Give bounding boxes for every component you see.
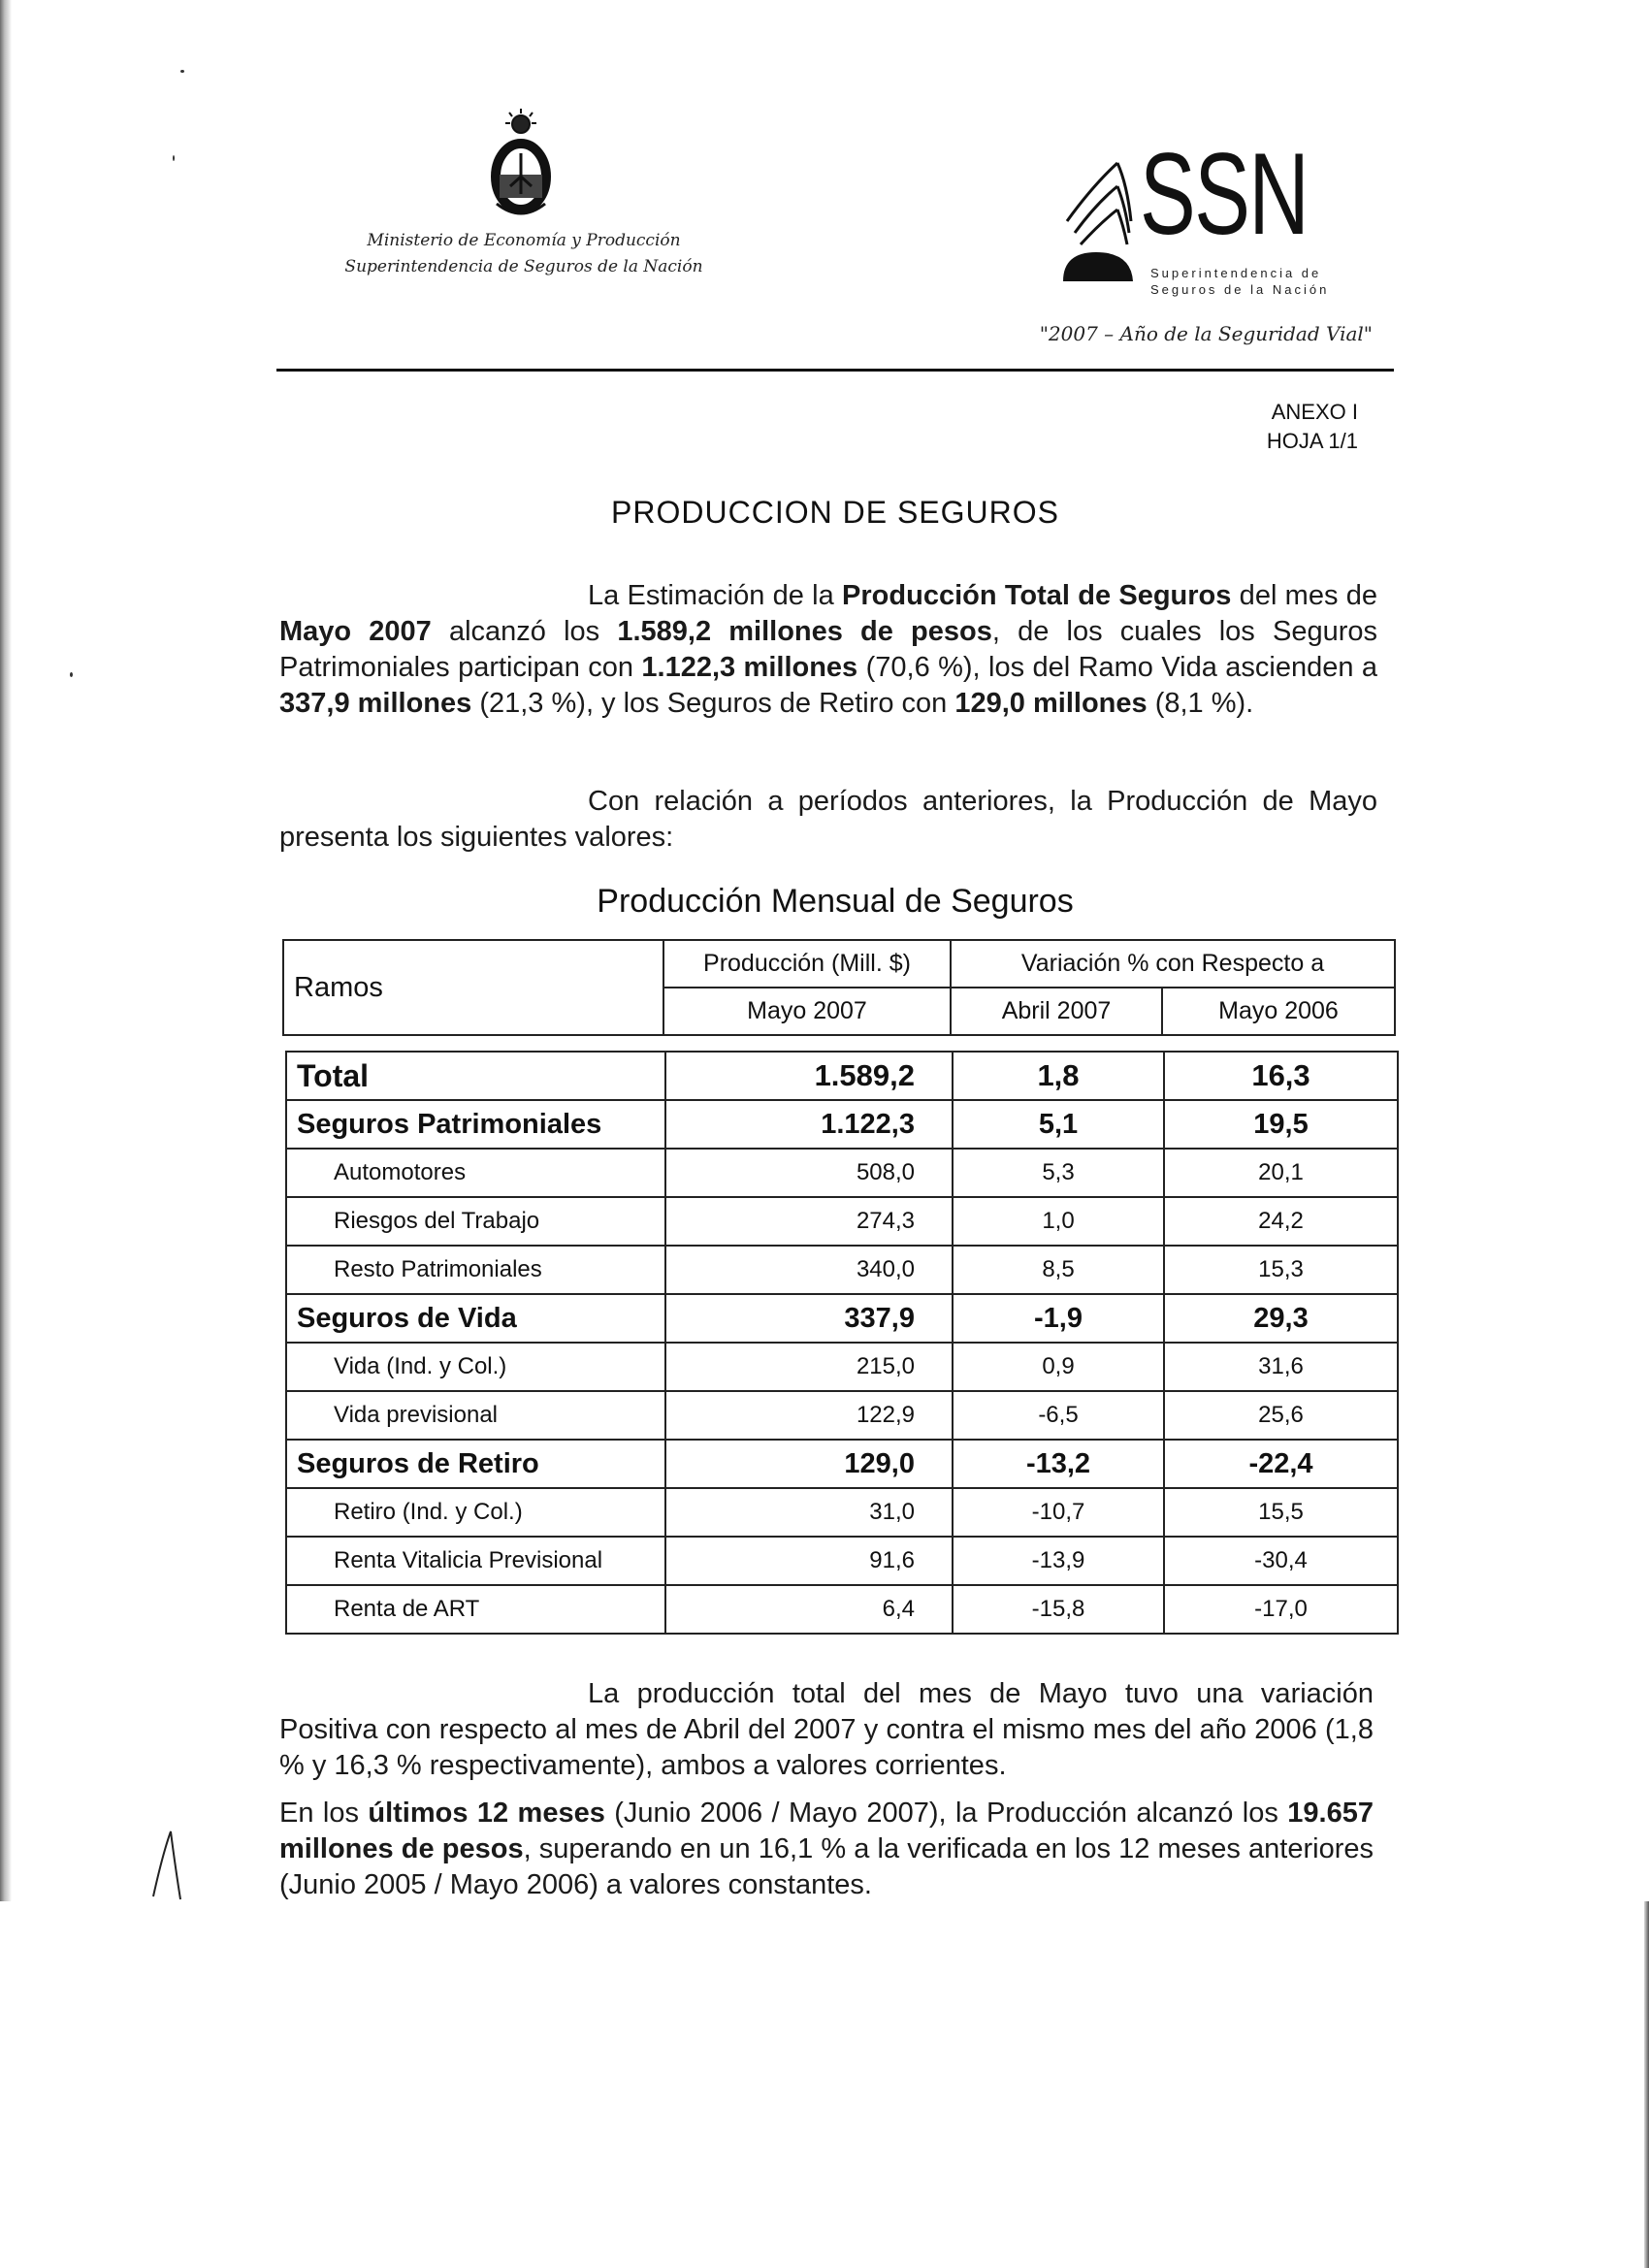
row-label: Vida previsional — [286, 1391, 665, 1440]
cell-produccion: 337,9 — [665, 1294, 953, 1343]
table-row — [286, 1585, 1398, 1634]
cell-var-abril: 5,1 — [953, 1100, 1164, 1149]
table-row — [286, 1246, 1398, 1294]
cell-produccion: 508,0 — [665, 1149, 953, 1197]
cell-var-abril: 8,5 — [953, 1246, 1164, 1294]
table-row — [286, 1488, 1398, 1537]
subheader-abril-2007: Abril 2007 — [951, 988, 1162, 1035]
cell-var-mayo: 16,3 — [1164, 1052, 1398, 1100]
intro-text-7: (8,1 %). — [1147, 688, 1254, 719]
cell-produccion: 215,0 — [665, 1343, 953, 1391]
cell-produccion: 1.589,2 — [665, 1052, 953, 1100]
closing2-text-2: (Junio 2006 / Mayo 2007), la Producción alcanzó los — [604, 1798, 1288, 1829]
row-label: Renta de ART — [286, 1585, 665, 1634]
closing-paragraph-2 — [279, 1796, 1374, 1903]
closing2-text-3: , superando en un 16,1 % a la verificada en los 12 meses anteriores (Junio 2005 / Mayo 2006) a valores constantes. — [279, 1833, 1374, 1900]
scan-edge-shadow-right — [1644, 1901, 1649, 2268]
relation-text: Con relación a períodos anteriores, la Producción de Mayo presenta los siguientes valores: — [279, 786, 1377, 853]
table-row — [286, 1149, 1398, 1197]
relation-paragraph — [279, 784, 1377, 856]
cell-var-abril: -1,9 — [953, 1294, 1164, 1343]
ssn-logo-text: SSN — [1140, 129, 1309, 259]
table-row — [286, 1343, 1398, 1391]
table-row — [286, 1391, 1398, 1440]
scan-speck — [180, 70, 184, 73]
row-label: Total — [286, 1052, 665, 1100]
cell-produccion: 274,3 — [665, 1197, 953, 1246]
intro-bold-4: 1.122,3 millones — [641, 652, 858, 683]
subheader-mayo-2006: Mayo 2006 — [1162, 988, 1395, 1035]
intro-text-1: La Estimación de la — [588, 580, 843, 611]
cell-var-abril: 5,3 — [953, 1149, 1164, 1197]
intro-paragraph — [279, 578, 1377, 722]
cell-var-mayo: 31,6 — [1164, 1343, 1398, 1391]
cell-var-mayo: 15,3 — [1164, 1246, 1398, 1294]
row-label: Retiro (Ind. y Col.) — [286, 1488, 665, 1537]
cell-produccion: 122,9 — [665, 1391, 953, 1440]
row-label: Seguros de Retiro — [286, 1440, 665, 1488]
intro-text-4: , de los cuales los Seguros Patrimoniales participan con — [279, 616, 1377, 683]
cell-produccion: 129,0 — [665, 1440, 953, 1488]
cell-var-abril: -15,8 — [953, 1585, 1164, 1634]
intro-text-3: alcanzó los — [431, 616, 618, 647]
intro-bold-6: 129,0 millones — [954, 688, 1148, 719]
row-label: Automotores — [286, 1149, 665, 1197]
cell-var-mayo: 20,1 — [1164, 1149, 1398, 1197]
row-label: Seguros de Vida — [286, 1294, 665, 1343]
row-label: Seguros Patrimoniales — [286, 1100, 665, 1149]
closing2-bold-2: 19.657 millones de pesos — [279, 1798, 1374, 1864]
ministry-line-2: Superintendencia de Seguros de la Nación — [344, 257, 703, 276]
intro-text-5: (70,6 %), los del Ramo Vida ascienden a — [857, 652, 1377, 683]
intro-bold-3: 1.589,2 millones de pesos — [617, 616, 992, 647]
table-header — [282, 939, 1396, 1036]
production-table — [285, 1051, 1399, 1635]
row-label: Riesgos del Trabajo — [286, 1197, 665, 1246]
cell-var-mayo: -30,4 — [1164, 1537, 1398, 1585]
cell-var-mayo: 25,6 — [1164, 1391, 1398, 1440]
cell-produccion: 91,6 — [665, 1537, 953, 1585]
ssn-subtitle-line-2: Seguros de la Nación — [1150, 282, 1330, 297]
cell-var-abril: -6,5 — [953, 1391, 1164, 1440]
cell-var-abril: 1,0 — [953, 1197, 1164, 1246]
page-title: PRODUCCION DE SEGUROS — [611, 495, 1059, 530]
table-row — [286, 1440, 1398, 1488]
table-row — [286, 1100, 1398, 1149]
ministry-line-1: Ministerio de Economía y Producción — [367, 231, 681, 250]
header-produccion: Producción (Mill. $) — [663, 940, 951, 988]
intro-bold-1: Producción Total de Seguros — [842, 580, 1232, 611]
intro-text-6: (21,3 %), y los Seguros de Retiro con — [471, 688, 955, 719]
closing-text-1: La producción total del mes de Mayo tuvo una variación Positiva con respecto al mes de Abril del 2007 y contra el mismo mes del año 2006 (1,8 % y 16,3 % respectivamente), ambos a valores corrientes. — [279, 1678, 1374, 1781]
cell-var-mayo: -22,4 — [1164, 1440, 1398, 1488]
handwritten-mark — [146, 1824, 194, 1901]
closing2-bold-1: últimos 12 meses — [368, 1798, 605, 1829]
subheader-mayo-2007: Mayo 2007 — [663, 988, 951, 1035]
cell-var-abril: -13,2 — [953, 1440, 1164, 1488]
ministry-name — [291, 228, 757, 280]
cell-var-abril: -13,9 — [953, 1537, 1164, 1585]
scan-edge-shadow — [0, 0, 12, 1901]
ssn-logo-subtitle — [1150, 265, 1329, 298]
intro-bold-2: Mayo 2007 — [279, 616, 432, 647]
table-row — [286, 1537, 1398, 1585]
sheet-number: HOJA 1/1 — [1266, 429, 1358, 453]
cell-produccion: 1.122,3 — [665, 1100, 953, 1149]
cell-var-abril: 0,9 — [953, 1343, 1164, 1391]
annex-label — [1164, 398, 1358, 456]
cell-var-mayo: -17,0 — [1164, 1585, 1398, 1634]
cell-var-mayo: 19,5 — [1164, 1100, 1398, 1149]
table-row — [286, 1197, 1398, 1246]
header-divider — [276, 369, 1394, 372]
scan-speck — [173, 155, 175, 161]
coat-of-arms-logo — [483, 107, 559, 221]
intro-bold-5: 337,9 millones — [279, 688, 472, 719]
annex-number: ANEXO I — [1271, 400, 1358, 424]
closing-paragraph-1 — [279, 1676, 1374, 1784]
closing2-text-1: En los — [279, 1798, 369, 1829]
cell-produccion: 6,4 — [665, 1585, 953, 1634]
cell-var-mayo: 29,3 — [1164, 1294, 1398, 1343]
header-ramos: Ramos — [283, 940, 663, 1035]
cell-var-abril: -10,7 — [953, 1488, 1164, 1537]
ssn-subtitle-line-1: Superintendencia de — [1150, 266, 1322, 280]
row-label: Vida (Ind. y Col.) — [286, 1343, 665, 1391]
table-row — [286, 1052, 1398, 1100]
cell-produccion: 31,0 — [665, 1488, 953, 1537]
cell-var-abril: 1,8 — [953, 1052, 1164, 1100]
row-label: Resto Patrimoniales — [286, 1246, 665, 1294]
cell-var-mayo: 15,5 — [1164, 1488, 1398, 1537]
table-row — [286, 1294, 1398, 1343]
row-label: Renta Vitalicia Previsional — [286, 1537, 665, 1585]
year-motto: "2007 – Año de la Seguridad Vial" — [1039, 322, 1373, 345]
table-title: Producción Mensual de Seguros — [597, 883, 1074, 920]
cell-var-mayo: 24,2 — [1164, 1197, 1398, 1246]
cell-produccion: 340,0 — [665, 1246, 953, 1294]
scan-speck — [70, 672, 73, 677]
header-variacion: Variación % con Respecto a — [951, 940, 1395, 988]
intro-text-2: del mes de — [1231, 580, 1377, 611]
